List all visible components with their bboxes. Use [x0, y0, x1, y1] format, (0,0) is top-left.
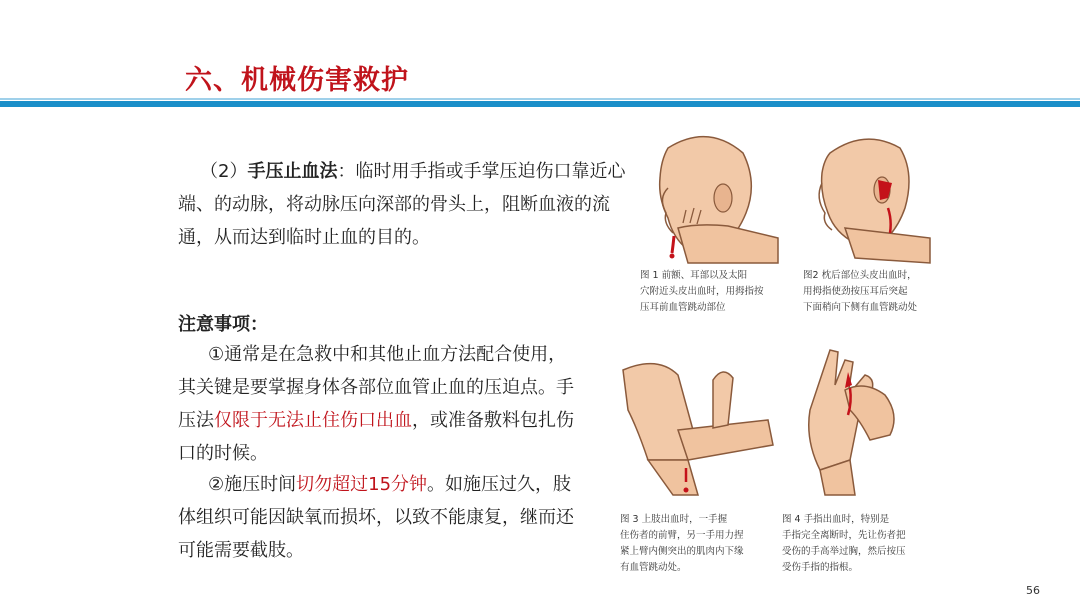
section-term: 手压止血法 — [247, 161, 338, 182]
figure-3-caption: 图 3 上肢出血时，一手握 住伤者的前臂，另一手用力捏 紧上臂内侧突出的肌肉内下缘 有血管跳动处。 — [620, 514, 744, 573]
figure-2-illustration — [800, 128, 940, 268]
figure-1-illustration — [628, 128, 788, 268]
figure-4-illustration — [790, 340, 930, 500]
section-line-1: （2）手压止血法：临时用手指或手掌压迫伤口靠近心 — [200, 161, 626, 182]
notes-heading: 注意事项： — [178, 314, 268, 335]
figure-3-illustration — [618, 350, 788, 505]
figure-1-caption: 图 1 前额、耳部以及太阳 穴附近头皮出血时，用拇指按 压耳前血管跳动部位 — [640, 270, 764, 313]
section-line-3: 通，从而达到临时止血的目的。 — [178, 227, 430, 248]
page-number: 56 — [1026, 584, 1040, 597]
title-rule-thin — [0, 98, 1080, 100]
figure-4-caption: 图 4 手指出血时，特别是 手指完全离断时，先让伤者把 受伤的手高举过胸，然后按压 受伤手指的指根。 — [782, 514, 906, 573]
section-line-2: 端、的动脉，将动脉压向深部的骨头上，阻断血液的流 — [178, 194, 610, 215]
note-emphasis-1: 仅限于无法止住伤口出血 — [214, 410, 412, 431]
note-emphasis-2: 切勿超过15分钟 — [296, 474, 428, 495]
note-item-1: ①通常是在急救中和其他止血方法配合使用， 其关键是要掌握身体各部位血管止血的压迫点。手 压法仅限于无法止住伤口出血，或准备敷料包扎伤 口的时候。 — [178, 344, 574, 464]
figure-2-caption: 图2 枕后部位头皮出血时， 用拇指使劲按压耳后突起 下面稍向下侧有血管跳动处 — [803, 270, 918, 313]
page-title: 六、机械伤害救护 — [185, 65, 409, 96]
section-paragraph — [178, 155, 628, 254]
title-rule — [0, 101, 1080, 107]
note-item-2: ②施压时间切勿超过15分钟。如施压过久，肢 体组织可能因缺氧而损坏，以致不能康复，继而还 可能需要截肢。 — [178, 474, 574, 561]
